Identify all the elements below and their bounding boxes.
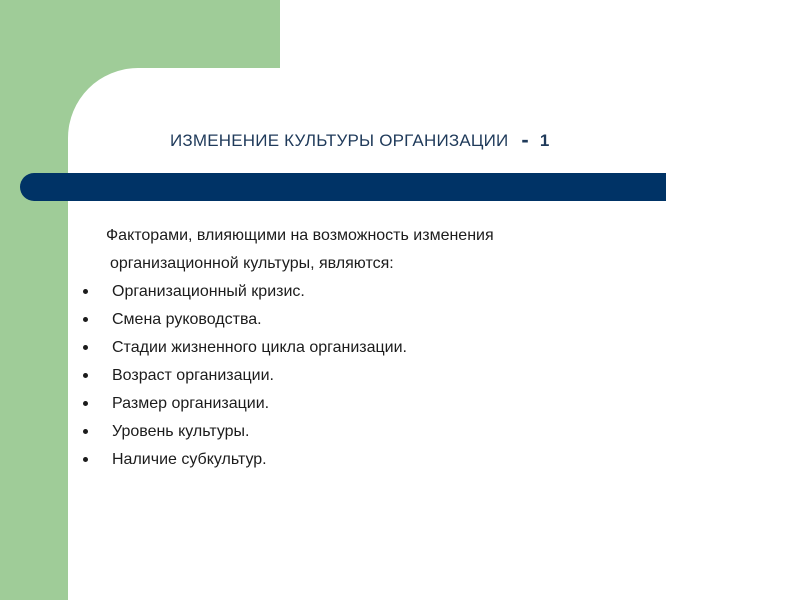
slide-title-text: ИЗМЕНЕНИЕ КУЛЬТУРЫ ОРГАНИЗАЦИИ bbox=[170, 131, 509, 150]
bullet-icon bbox=[83, 373, 88, 378]
list-item-text: Возраст организации. bbox=[112, 367, 274, 384]
bullet-icon bbox=[83, 429, 88, 434]
slide-body bbox=[80, 222, 680, 474]
bullet-icon bbox=[83, 401, 88, 406]
list-item bbox=[80, 418, 680, 446]
list-item-text: Уровень культуры. bbox=[112, 423, 250, 440]
list-item-text: Размер организации. bbox=[112, 395, 270, 412]
factor-list bbox=[80, 278, 680, 474]
bullet-icon bbox=[83, 457, 88, 462]
bullet-icon bbox=[83, 317, 88, 322]
list-item-text: Стадии жизненного цикла организации. bbox=[112, 339, 407, 356]
decor-green-top bbox=[0, 0, 280, 68]
list-item-text: Организационный кризис. bbox=[112, 283, 305, 300]
list-item bbox=[80, 306, 680, 334]
list-item bbox=[80, 278, 680, 306]
list-item bbox=[80, 362, 680, 390]
title-divider-bar bbox=[20, 173, 666, 201]
slide-title-number: 1 bbox=[539, 131, 550, 150]
list-item bbox=[80, 334, 680, 362]
list-item-text: Наличие субкультур. bbox=[112, 451, 267, 468]
decor-green-left bbox=[0, 0, 68, 600]
slide-title bbox=[170, 126, 690, 152]
list-item-text: Смена руководства. bbox=[112, 311, 262, 328]
intro-line-2: организационной культуры, являются: bbox=[110, 255, 394, 272]
intro-line-1: Факторами, влияющими на возможность изменения bbox=[106, 227, 494, 244]
bullet-icon bbox=[83, 289, 88, 294]
bullet-icon bbox=[83, 345, 88, 350]
intro-paragraph bbox=[80, 222, 680, 278]
slide-title-dash: - bbox=[521, 127, 529, 152]
list-item bbox=[80, 446, 680, 474]
list-item bbox=[80, 390, 680, 418]
